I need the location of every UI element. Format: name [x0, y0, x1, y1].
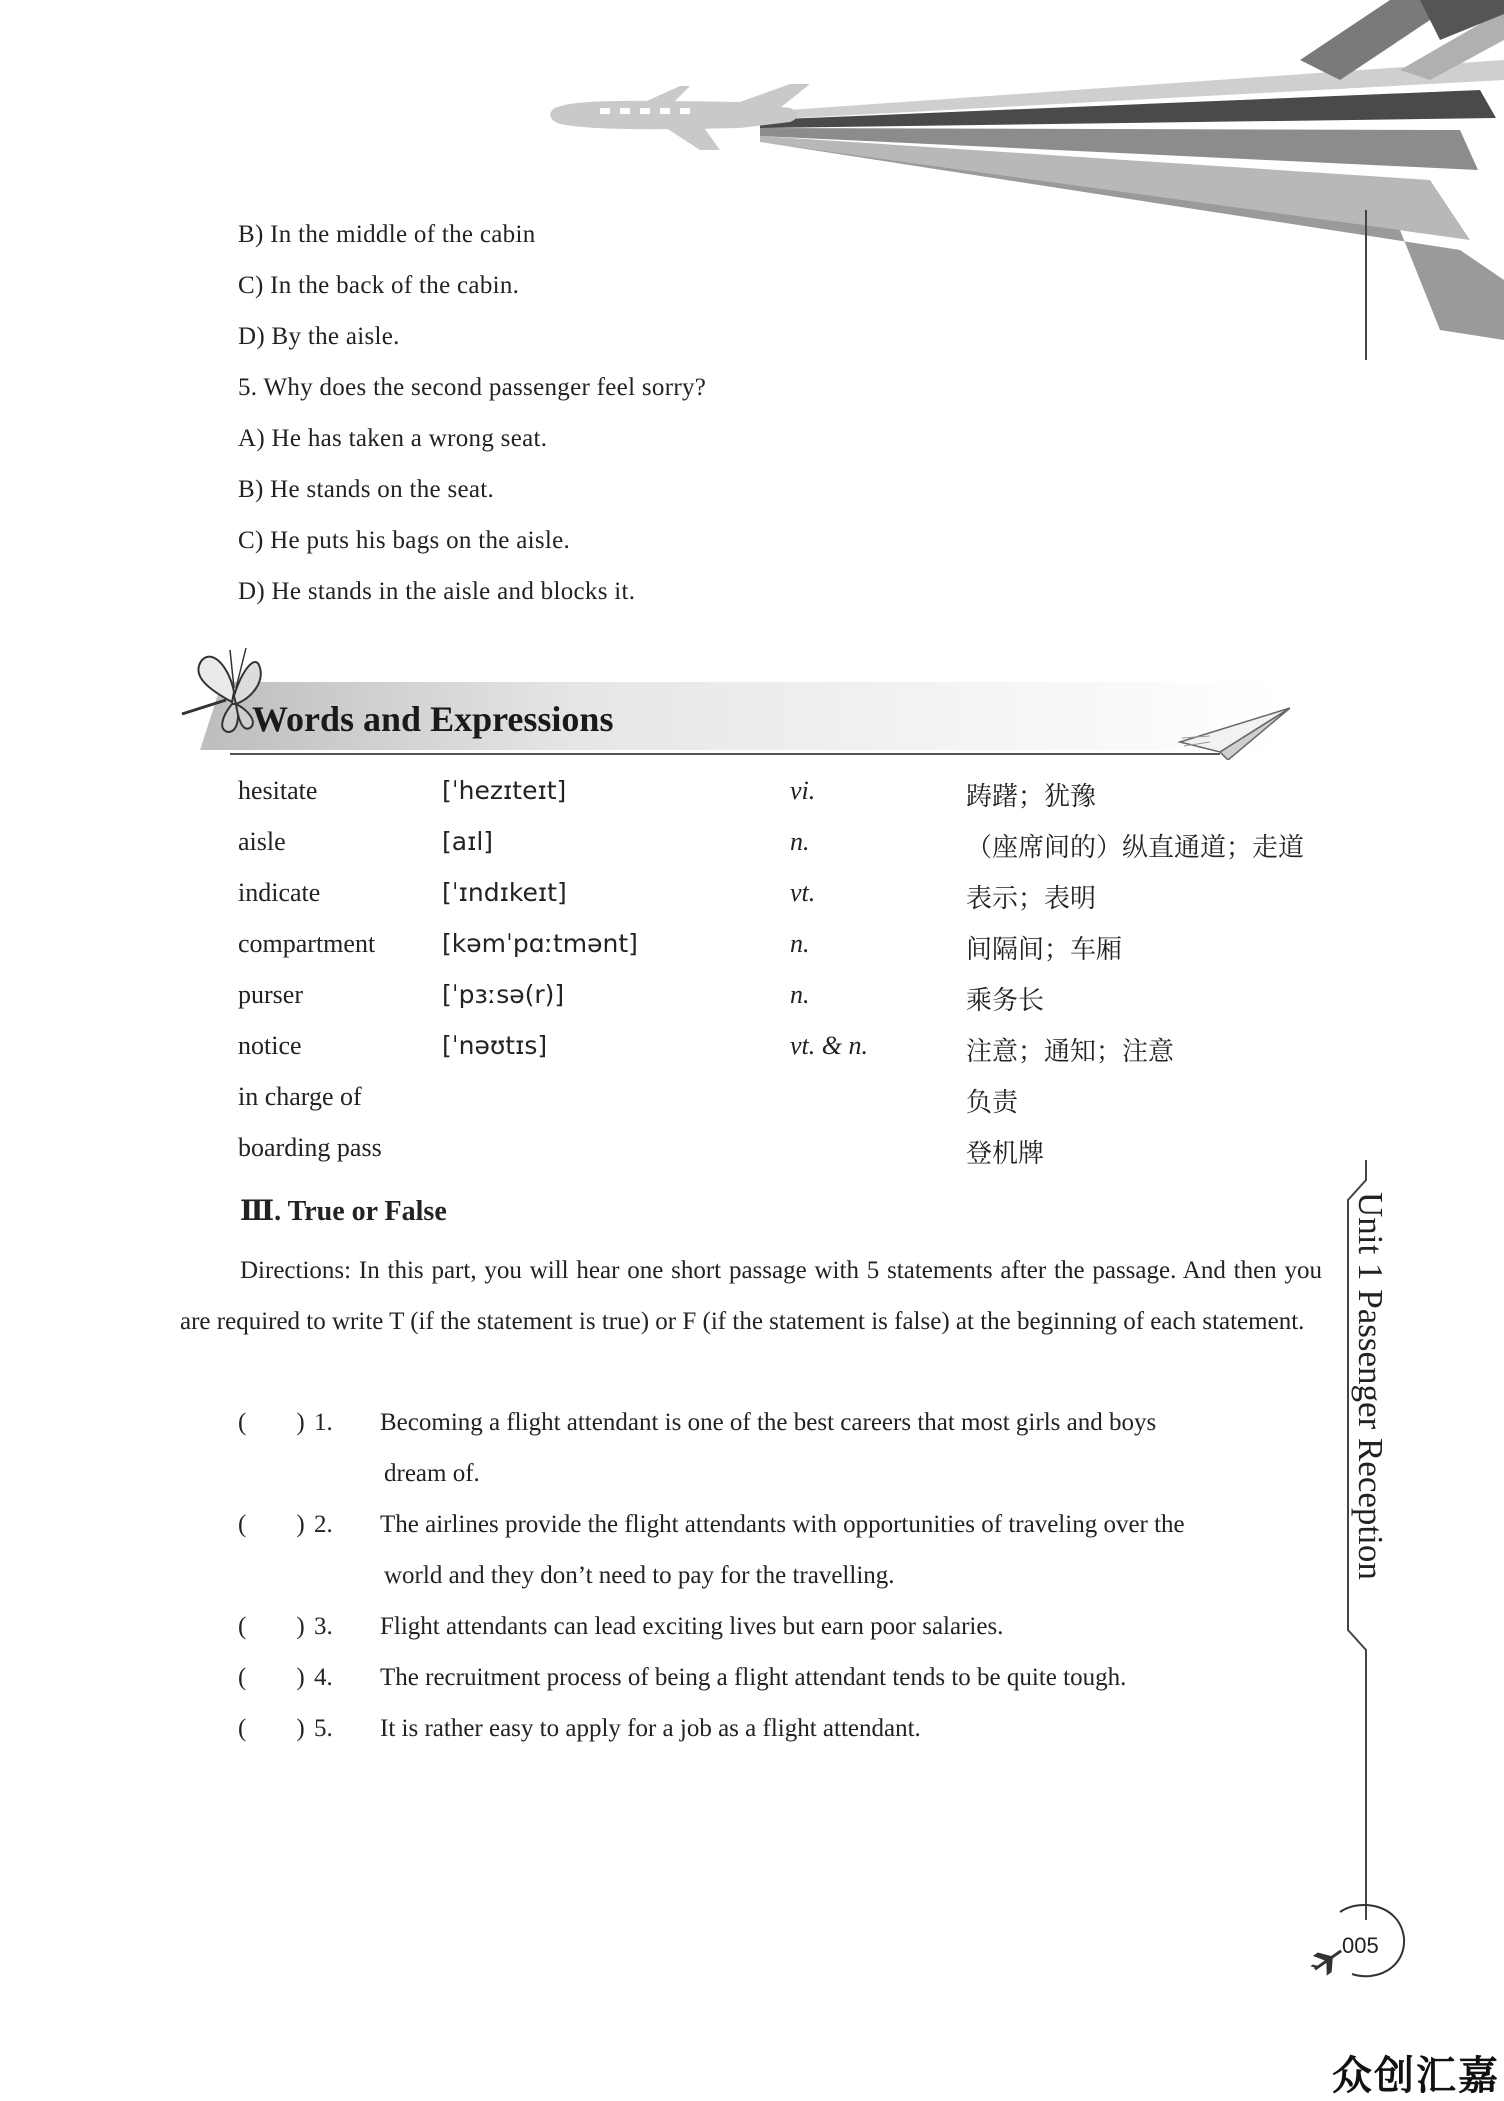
vocab-part-of-speech: vi.	[790, 776, 816, 805]
vocab-phonetic: [ˈnəʊtɪs]	[442, 1031, 548, 1060]
unit-title-text: Unit 1 Passenger Reception	[1351, 1192, 1390, 1580]
vocab-row	[0, 1133, 1504, 1177]
item-text-continued: dream of.	[384, 1460, 480, 1487]
section-heading-true-false: Ⅲ. True or False	[240, 1196, 447, 1227]
question-line: B) He stands on the seat.	[238, 476, 495, 503]
vocab-row	[0, 980, 1504, 1024]
item-text: The recruitment process of being a flight attendant tends to be quite tough.	[380, 1664, 1127, 1691]
question-line: C) He puts his bags on the aisle.	[238, 527, 571, 554]
answer-blank[interactable]: ( )	[238, 1715, 305, 1742]
vocab-row	[0, 1082, 1504, 1126]
tf-item	[238, 1499, 1322, 1601]
vocab-row	[0, 776, 1504, 820]
tf-item	[238, 1601, 1322, 1652]
vocab-word: indicate	[238, 878, 321, 907]
vocab-meaning: 乘务长	[966, 986, 1045, 1016]
vocab-meaning: 负责	[966, 1088, 1019, 1118]
directions-paragraph	[180, 1245, 1322, 1347]
item-number: 3.	[314, 1613, 333, 1640]
vocab-word: in charge of	[238, 1082, 362, 1111]
vocab-part-of-speech: n.	[790, 980, 810, 1009]
tf-item	[238, 1703, 1322, 1754]
vocab-meaning: 间隔间；车厢	[966, 935, 1123, 965]
vocab-phonetic: [aɪl]	[442, 827, 494, 856]
item-text: Becoming a flight attendant is one of the best careers that most girls and boys	[380, 1409, 1157, 1436]
question-line: B) In the middle of the cabin	[238, 221, 536, 248]
tf-item	[238, 1397, 1322, 1499]
question-line: 5. Why does the second passenger feel sorry?	[238, 374, 707, 401]
vocab-meaning: 登机牌	[966, 1139, 1045, 1169]
vocab-meaning: （座席间的）纵直通道；走道	[966, 833, 1305, 863]
question-line: D) He stands in the aisle and blocks it.	[238, 578, 636, 605]
vocab-row	[0, 1031, 1504, 1075]
vocab-part-of-speech: n.	[790, 827, 810, 856]
vocab-word: aisle	[238, 827, 286, 856]
airplane-swoosh-decoration	[0, 0, 1504, 360]
section-title: Words and Expressions	[252, 699, 614, 739]
vocab-row	[0, 929, 1504, 973]
question-line: D) By the aisle.	[238, 323, 400, 350]
vocab-part-of-speech: vt. & n.	[790, 1031, 868, 1060]
item-text: It is rather easy to apply for a job as a flight attendant.	[380, 1715, 921, 1742]
vocab-part-of-speech: n.	[790, 929, 810, 958]
item-text: The airlines provide the flight attendants with opportunities of traveling over the	[380, 1511, 1185, 1538]
item-text-continued: world and they don’t need to pay for the travelling.	[384, 1562, 895, 1589]
directions-text: Directions: In this part, you will hear one short passage with 5 statements after the passage. And then you are required to write T (if the statement is true) or F (if the statement is false) at the beginning of each statement.	[180, 1257, 1322, 1335]
item-number: 4.	[314, 1664, 333, 1691]
vocab-phonetic: [ˈpɜːsə(r)]	[442, 980, 565, 1009]
vocab-phonetic: [ˈɪndɪkeɪt]	[442, 878, 567, 907]
item-number: 5.	[314, 1715, 333, 1742]
watermark-logo: 众创汇嘉	[1332, 2053, 1500, 2099]
vocab-part-of-speech: vt.	[790, 878, 816, 907]
unit-side-title	[1350, 1192, 1390, 1612]
vocab-word: hesitate	[238, 776, 318, 805]
vocab-word: notice	[238, 1031, 302, 1060]
vocab-word: compartment	[238, 929, 376, 958]
question-line: A) He has taken a wrong seat.	[238, 425, 548, 452]
answer-blank[interactable]: ( )	[238, 1511, 305, 1538]
vocab-word: purser	[238, 980, 303, 1009]
tf-item	[238, 1652, 1322, 1703]
vocab-row	[0, 878, 1504, 922]
page-number: 005	[1342, 1933, 1379, 1958]
vocab-meaning: 注意；通知；注意	[966, 1037, 1175, 1067]
item-text: Flight attendants can lead exciting lives but earn poor salaries.	[380, 1613, 1004, 1640]
vocab-row	[0, 827, 1504, 871]
answer-blank[interactable]: ( )	[238, 1613, 305, 1640]
vocab-phonetic: [kəmˈpɑːtmənt]	[442, 929, 638, 958]
answer-blank[interactable]: ( )	[238, 1409, 305, 1436]
item-number: 1.	[314, 1409, 333, 1436]
question-line: C) In the back of the cabin.	[238, 272, 520, 299]
vocab-word: boarding pass	[238, 1133, 382, 1162]
vocab-meaning: 表示；表明	[966, 884, 1097, 914]
item-number: 2.	[314, 1511, 333, 1538]
answer-blank[interactable]: ( )	[238, 1664, 305, 1691]
vocab-meaning: 踌躇；犹豫	[966, 782, 1097, 812]
vocab-phonetic: [ˈhezɪteɪt]	[442, 776, 567, 805]
